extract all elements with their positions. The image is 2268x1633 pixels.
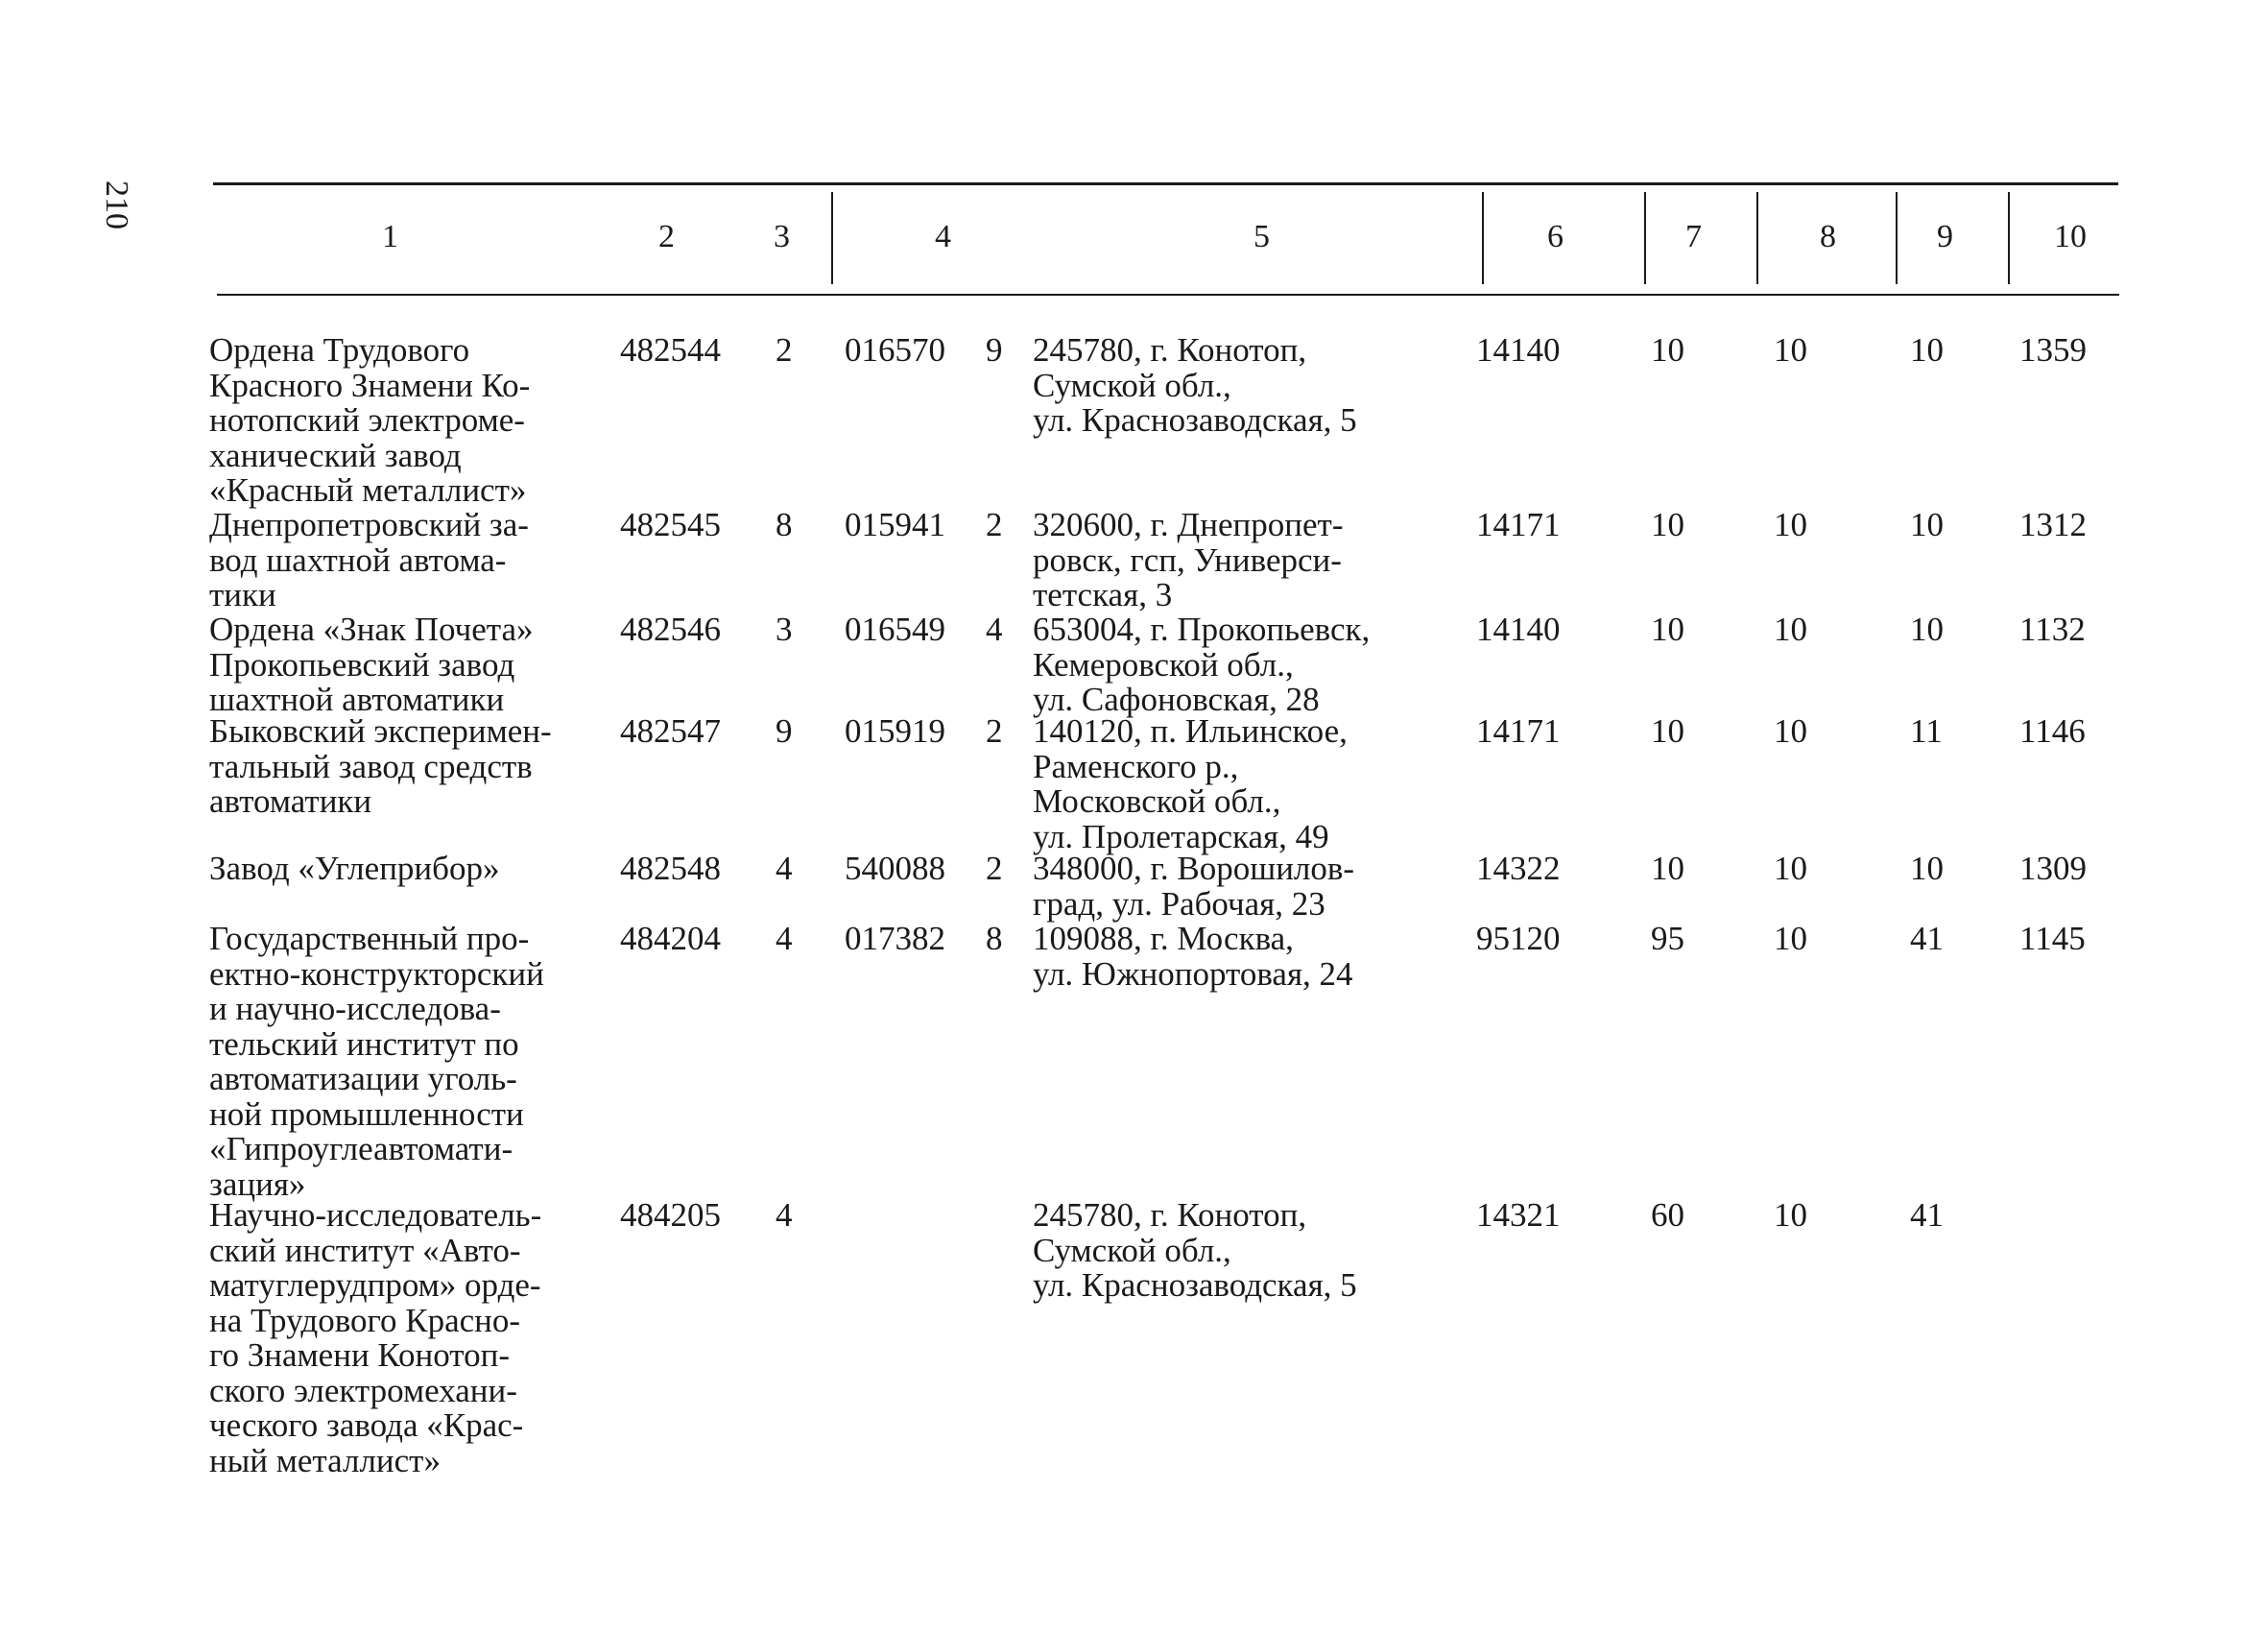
header-col-1: 1 [382, 219, 398, 254]
col7-value: 10 [1651, 506, 1684, 543]
col10-value: 1359 [2019, 331, 2087, 369]
check-digit-primary: 4 [776, 850, 793, 887]
header-separator [1896, 192, 1898, 284]
header-col-2: 2 [658, 219, 675, 254]
col6-value: 14171 [1476, 712, 1561, 750]
address: 348000, г. Ворошилов- град, ул. Рабочая, 23 [1033, 850, 1355, 923]
col10-value: 1132 [2019, 611, 2086, 648]
col9-value: 41 [1910, 920, 1944, 957]
organization-name: Быковский эксперимен- тальный завод средств автоматики [209, 712, 552, 820]
col10-value: 1146 [2019, 712, 2086, 750]
header-bottom-rule [217, 294, 2119, 296]
col8-value: 10 [1774, 920, 1807, 957]
address: 320600, г. Днепропет- ровск, гсп, Универси- тетская, 3 [1033, 506, 1344, 613]
col8-value: 10 [1774, 1196, 1807, 1234]
check-digit-secondary: 2 [986, 850, 1003, 887]
col6-value: 14140 [1476, 331, 1561, 369]
col9-value: 11 [1910, 712, 1943, 750]
header-col-10: 10 [2054, 219, 2087, 254]
code-secondary: 016570 [845, 331, 945, 369]
col9-value: 10 [1910, 611, 1944, 648]
code-secondary: 017382 [845, 920, 945, 957]
header-separator [831, 192, 833, 284]
check-digit-primary: 8 [776, 506, 793, 543]
code-primary: 482546 [620, 611, 721, 648]
address: 245780, г. Конотоп, Сумской обл., ул. Краснозаводская, 5 [1033, 331, 1357, 439]
col7-value: 10 [1651, 850, 1684, 887]
header-top-rule [213, 182, 2118, 185]
header-col-3: 3 [774, 219, 790, 254]
code-primary: 484204 [620, 920, 721, 957]
organization-name: Днепропетровский за- вод шахтной автома- тики [209, 506, 529, 613]
organization-name: Ордена «Знак Почета» Прокопьевский завод шахтной автоматики [209, 611, 534, 718]
address: 140120, п. Ильинское, Раменского р., Московской обл., ул. Пролетарская, 49 [1033, 712, 1348, 855]
col10-value: 1309 [2019, 850, 2087, 887]
header-separator [2008, 192, 2010, 284]
col8-value: 10 [1774, 331, 1807, 369]
check-digit-secondary: 2 [986, 712, 1003, 750]
code-primary: 482544 [620, 331, 721, 369]
code-secondary: 016549 [845, 611, 945, 648]
col7-value: 10 [1651, 611, 1684, 648]
col6-value: 95120 [1476, 920, 1561, 957]
check-digit-secondary: 9 [986, 331, 1003, 369]
check-digit-primary: 9 [776, 712, 793, 750]
code-primary: 482548 [620, 850, 721, 887]
code-primary: 482547 [620, 712, 721, 750]
col8-value: 10 [1774, 850, 1807, 887]
col8-value: 10 [1774, 506, 1807, 543]
header-col-9: 9 [1937, 219, 1953, 254]
check-digit-secondary: 4 [986, 611, 1003, 648]
code-secondary: 015941 [845, 506, 945, 543]
header-separator [1482, 192, 1484, 284]
col6-value: 14171 [1476, 506, 1561, 543]
col7-value: 95 [1651, 920, 1684, 957]
col9-value: 10 [1910, 506, 1944, 543]
code-primary: 482545 [620, 506, 721, 543]
address: 109088, г. Москва, ул. Южнопортовая, 24 [1033, 920, 1353, 993]
col7-value: 60 [1651, 1196, 1684, 1234]
check-digit-primary: 2 [776, 331, 793, 369]
code-secondary: 015919 [845, 712, 945, 750]
address: 245780, г. Конотоп, Сумской обл., ул. Краснозаводская, 5 [1033, 1196, 1357, 1304]
organization-name: Государственный про- ектно-конструкторский и научно-исследова- тельский институт по автоматизации уголь- ной промышленности «Гипроуглеавтомати- зация» [209, 920, 544, 1203]
header-separator [1756, 192, 1758, 284]
check-digit-primary: 4 [776, 1196, 793, 1234]
code-secondary: 540088 [845, 850, 945, 887]
col8-value: 10 [1774, 712, 1807, 750]
organization-name: Научно-исследователь- ский институт «Авто- матуглерудпром» орде- на Трудового Красно- го Знамени Конотоп- ского электромехани- ческого завода «Крас- ный металлист» [209, 1196, 542, 1479]
check-digit-primary: 3 [776, 611, 793, 648]
col6-value: 14321 [1476, 1196, 1561, 1234]
header-col-4: 4 [935, 219, 951, 254]
header-separator [1644, 192, 1646, 284]
page-number: 210 [99, 180, 134, 229]
check-digit-secondary: 8 [986, 920, 1003, 957]
col10-value: 1312 [2019, 506, 2087, 543]
col9-value: 41 [1910, 1196, 1944, 1234]
code-primary: 484205 [620, 1196, 721, 1234]
header-col-6: 6 [1547, 219, 1564, 254]
organization-name: Ордена Трудового Красного Знамени Ко- нотопский электроме- ханический завод «Красный металлист» [209, 331, 531, 509]
organization-name: Завод «Углеприбор» [209, 850, 500, 887]
header-col-5: 5 [1253, 219, 1270, 254]
col8-value: 10 [1774, 611, 1807, 648]
col9-value: 10 [1910, 850, 1944, 887]
col7-value: 10 [1651, 331, 1684, 369]
col7-value: 10 [1651, 712, 1684, 750]
address: 653004, г. Прокопьевск, Кемеровской обл., ул. Сафоновская, 28 [1033, 611, 1371, 718]
col9-value: 10 [1910, 331, 1944, 369]
check-digit-primary: 4 [776, 920, 793, 957]
col10-value: 1145 [2019, 920, 2086, 957]
col6-value: 14140 [1476, 611, 1561, 648]
header-col-8: 8 [1820, 219, 1836, 254]
header-col-7: 7 [1685, 219, 1702, 254]
check-digit-secondary: 2 [986, 506, 1003, 543]
col6-value: 14322 [1476, 850, 1561, 887]
